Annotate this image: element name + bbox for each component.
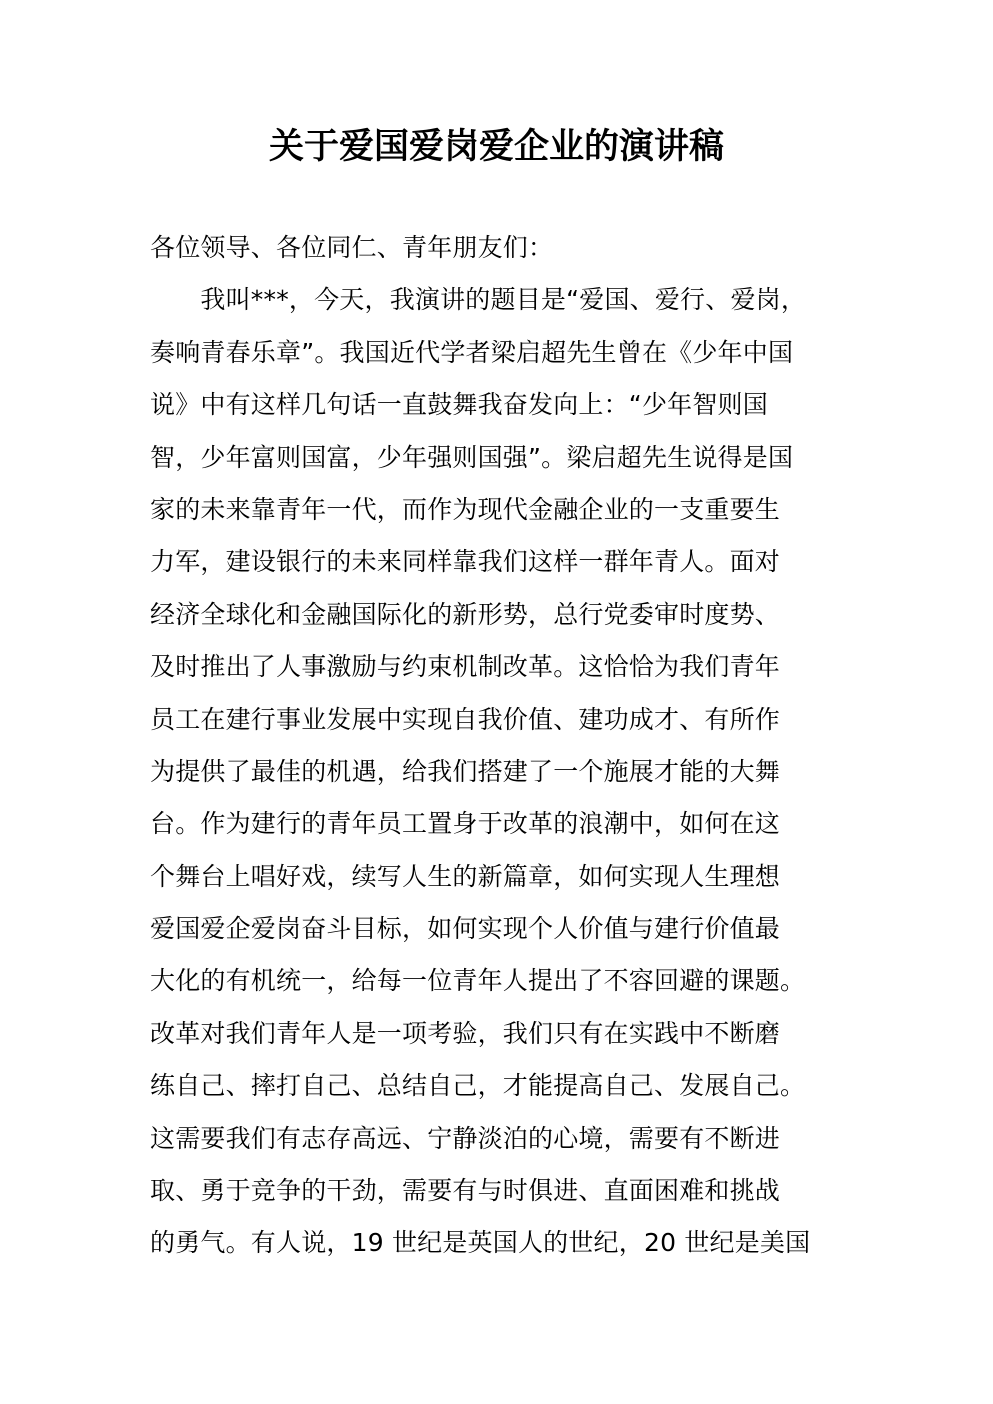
body-line: 力军，建设银行的未来同样靠我们这样一群年青人。面对: [150, 547, 781, 577]
body-line: 改革对我们青年人是一项考验，我们只有在实践中不断磨: [150, 1018, 781, 1048]
body-line: 的勇气。有人说，19 世纪是英国人的世纪，20 世纪是美国: [150, 1228, 811, 1258]
document-title: 关于爱国爱岗爱企业的演讲稿: [268, 127, 724, 167]
body-line: 奏响青春乐章”。我国近代学者梁启超先生曾在《少年中国: [150, 337, 794, 367]
body-line: 这需要我们有志存高远、宁静淡泊的心境，需要有不断进: [150, 1123, 781, 1153]
body-line: 大化的有机统一，给每一位青年人提出了不容回避的课题。: [150, 966, 806, 996]
body-line: 智，少年富则国富，少年强则国强”。梁启超先生说得是国: [150, 442, 794, 472]
body-line: 取、勇于竞争的干劲，需要有与时俱进、直面困难和挑战: [150, 1176, 781, 1206]
body-line: 练自己、摔打自己、总结自己，才能提高自己、发展自己。: [150, 1071, 806, 1101]
body-line: 我叫***，今天，我演讲的题目是“爱国、爱行、爱岗，: [150, 285, 807, 315]
body-line: 员工在建行事业发展中实现自我价值、建功成才、有所作: [150, 704, 781, 734]
salutation-line: 各位领导、各位同仁、青年朋友们：: [150, 233, 554, 262]
body-line: 及时推出了人事激励与约束机制改革。这恰恰为我们青年: [150, 652, 781, 682]
body-line: 说》中有这样几句话一直鼓舞我奋发向上：“少年智则国: [150, 390, 768, 420]
body-line: 爱国爱企爱岗奋斗目标，如何实现个人价值与建行价值最: [150, 914, 781, 944]
body-line: 经济全球化和金融国际化的新形势，总行党委审时度势、: [150, 599, 781, 629]
body-line: 个舞台上唱好戏，续写人生的新篇章，如何实现人生理想: [150, 861, 781, 891]
body-line: 为提供了最佳的机遇，给我们搭建了一个施展才能的大舞: [150, 756, 781, 786]
document-body: [150, 222, 850, 1270]
body-line: 台。作为建行的青年员工置身于改革的浪潮中，如何在这: [150, 809, 781, 839]
body-line: 家的未来靠青年一代，而作为现代金融企业的一支重要生: [150, 494, 781, 524]
